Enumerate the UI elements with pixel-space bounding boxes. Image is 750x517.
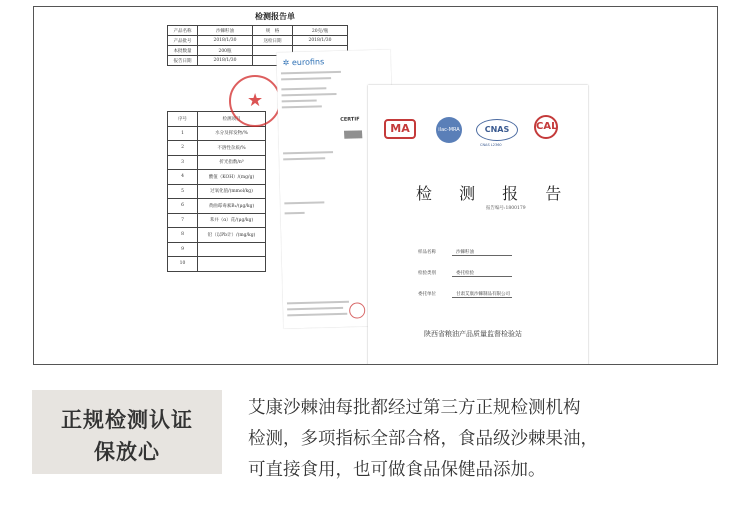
table-cell: 3 bbox=[168, 155, 198, 170]
star-icon: ★ bbox=[247, 90, 264, 111]
description-line: 可直接食用，也可做食品保健品添加。 bbox=[248, 460, 546, 480]
red-seal-stamp bbox=[349, 302, 365, 318]
table-cell: 2018/1/30 bbox=[198, 36, 253, 46]
certificate-heading: CERTIF bbox=[340, 116, 360, 123]
table-cell: 苯并（α）芘/(μg/kg) bbox=[198, 213, 266, 228]
text-line bbox=[287, 313, 347, 317]
table-row bbox=[168, 213, 266, 228]
table-cell: 沙棘籽油 bbox=[198, 26, 253, 36]
text-line bbox=[282, 93, 337, 96]
report-number-label: 报告编号: bbox=[486, 206, 506, 211]
report-number bbox=[486, 205, 526, 211]
table-cell: 9 bbox=[168, 242, 198, 257]
table-cell: 过氧化值/(mmol/kg) bbox=[198, 184, 266, 199]
table-cell: 2018/1/30 bbox=[293, 36, 348, 46]
table-row bbox=[168, 141, 266, 156]
report-field-label: 委托单位 bbox=[418, 292, 436, 297]
table-cell: 20克/瓶 bbox=[293, 26, 348, 36]
report-field-value: 委托检验 bbox=[452, 270, 512, 277]
text-line bbox=[282, 100, 317, 103]
table-cell: 检测项目 bbox=[198, 112, 266, 127]
text-line bbox=[285, 212, 305, 215]
table-cell: 酸值（KOH）/(mg/g) bbox=[198, 170, 266, 185]
report-field bbox=[418, 291, 510, 297]
table-cell: 200瓶 bbox=[198, 46, 253, 56]
table-row bbox=[168, 36, 348, 46]
table-cell: 黄曲霉毒素B₁/(μg/kg) bbox=[198, 199, 266, 214]
table-cell: 产品名称 bbox=[168, 26, 198, 36]
table-cell: 折光指数/n⁰ bbox=[198, 155, 266, 170]
table-cell: 6 bbox=[168, 199, 198, 214]
cma-logo: MA bbox=[384, 119, 416, 139]
description-line: 艾康沙棘油每批都经过第三方正规检测机构 bbox=[248, 398, 581, 418]
table-cell: 4 bbox=[168, 170, 198, 185]
table-row bbox=[168, 170, 266, 185]
table-row bbox=[168, 228, 266, 243]
report-field-value: 沙棘籽油 bbox=[452, 249, 512, 256]
text-line bbox=[281, 77, 331, 80]
table-cell: 5 bbox=[168, 184, 198, 199]
table-cell: 送检日期 bbox=[253, 36, 293, 46]
table-cell: 10 bbox=[168, 257, 198, 272]
table-cell: 报告日期 bbox=[168, 56, 198, 66]
text-line bbox=[283, 157, 325, 160]
table-row bbox=[168, 126, 266, 141]
text-line bbox=[283, 151, 333, 154]
report-items-table bbox=[167, 111, 266, 272]
test-report-cover bbox=[368, 85, 588, 365]
report-field-label: 样品名称 bbox=[418, 250, 436, 255]
report-sheet-title: 检测报告单 bbox=[255, 11, 295, 21]
certificate-photo-frame bbox=[33, 6, 718, 365]
red-seal-stamp bbox=[229, 75, 281, 127]
table-cell: 8 bbox=[168, 228, 198, 243]
table-cell: 规 格 bbox=[253, 26, 293, 36]
cnas-logo: CNAS bbox=[476, 119, 518, 141]
table-row bbox=[168, 26, 348, 36]
table-row bbox=[168, 257, 266, 272]
barcode bbox=[344, 130, 362, 138]
table-row bbox=[168, 242, 266, 257]
table-cell: 2 bbox=[168, 141, 198, 156]
description-line: 检测，多项指标全部合格，食品级沙棘果油， bbox=[248, 429, 598, 449]
table-cell: 1 bbox=[168, 126, 198, 141]
table-cell bbox=[198, 257, 266, 272]
text-line bbox=[287, 301, 349, 305]
text-line bbox=[287, 307, 343, 310]
table-row bbox=[168, 199, 266, 214]
table-row bbox=[168, 155, 266, 170]
table-cell: 铅（以Pb计）/(mg/kg) bbox=[198, 228, 266, 243]
table-cell: 水分及挥发物/% bbox=[198, 126, 266, 141]
text-line bbox=[281, 87, 326, 90]
certification-badge bbox=[32, 390, 222, 474]
text-line bbox=[282, 105, 322, 108]
report-number-value: 1800179 bbox=[505, 206, 526, 211]
table-cell: 不溶性杂质/% bbox=[198, 141, 266, 156]
cal-logo: CAL bbox=[534, 115, 558, 139]
eurofins-logo-text: eurofins bbox=[291, 57, 325, 68]
text-line bbox=[284, 201, 324, 204]
table-cell: 产品批号 bbox=[168, 36, 198, 46]
table-cell bbox=[198, 242, 266, 257]
ilac-mra-logo: ilac-MRA bbox=[436, 117, 462, 143]
text-line bbox=[281, 71, 341, 75]
report-field-value: 甘肃艾康沙棘制品有限公司 bbox=[452, 291, 512, 298]
badge-line-1: 正规检测认证 bbox=[61, 407, 193, 432]
eurofins-logo: ✲ eurofins bbox=[282, 57, 325, 68]
table-row bbox=[168, 184, 266, 199]
product-description bbox=[248, 393, 718, 486]
cnas-caption: CNAS L2360 bbox=[480, 143, 502, 147]
report-title: 检 测 报 告 bbox=[416, 184, 573, 203]
table-cell: 2018/1/30 bbox=[198, 56, 253, 66]
accreditation-logos bbox=[384, 115, 574, 151]
report-field-label: 检验类别 bbox=[418, 271, 436, 276]
report-field bbox=[418, 270, 474, 276]
issuing-organization: 陕西省粮油产品质量监督检验站 bbox=[424, 330, 522, 338]
report-field bbox=[418, 249, 474, 255]
table-cell: 7 bbox=[168, 213, 198, 228]
badge-line-2: 保放心 bbox=[94, 439, 160, 464]
table-cell: 序号 bbox=[168, 112, 198, 127]
table-cell: 本批数量 bbox=[168, 46, 198, 56]
